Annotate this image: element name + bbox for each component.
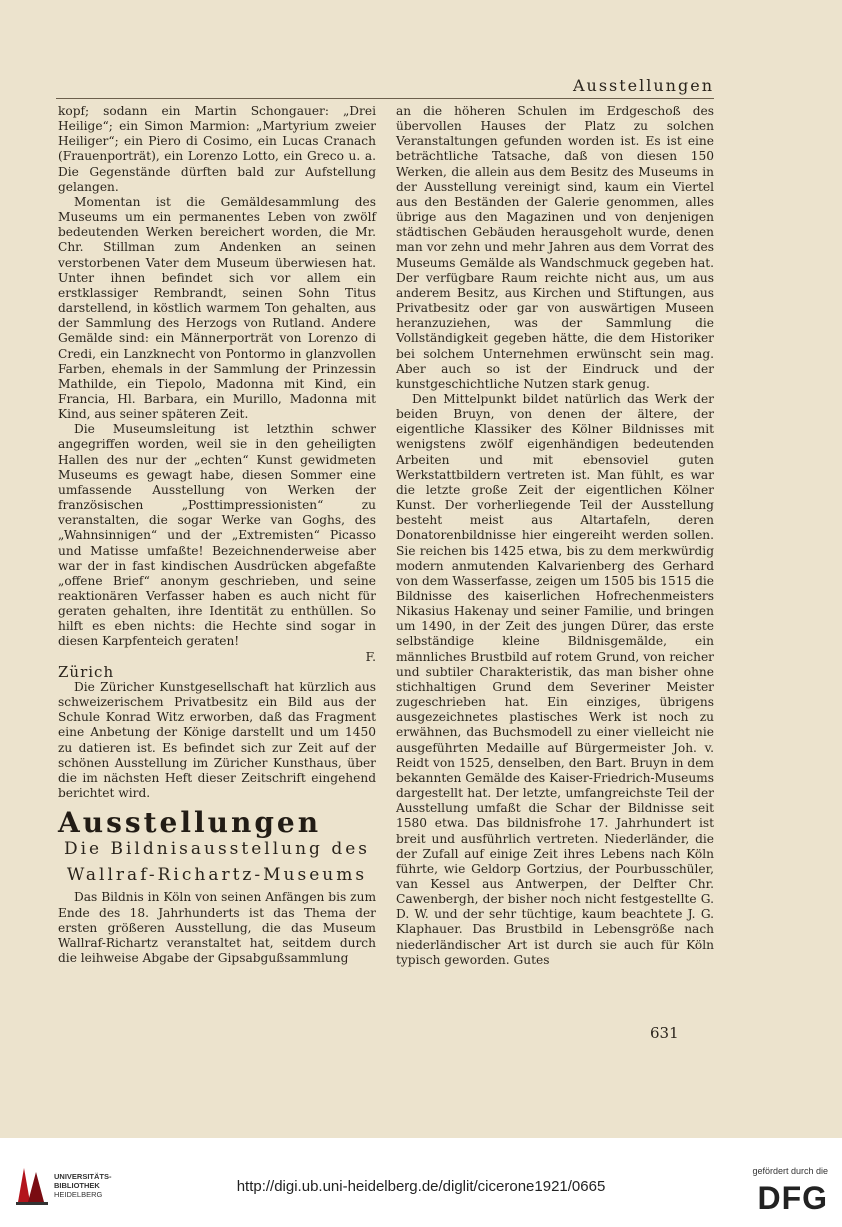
header-rule — [56, 98, 714, 99]
city-heading: Zürich — [58, 662, 115, 681]
paragraph: Das Bildnis in Köln von seinen Anfängen bis zum Ende des 18. Jahrhunderts ist das Thema der ersten größeren Ausstellung, die das Museum Wallraf-Richartz veranstaltet hat, seitdem durch die leihweise Abgabe der Gipsabgußsammlung — [58, 890, 376, 965]
paragraph: an die höheren Schulen im Erdgeschoß des übervollen Hauses der Platz zu solchen Veranstaltungen gefunden worden ist. Es ist eine beträchtliche Tatsache, daß von diesen 150 Werken, die allein aus dem Besitz des Museums in der Ausstellung vereinigt sind, kaum ein Viertel aus den Beständen der Galerie genommen, alles übrige aus den Magazinen und von denjenigen städtischen Gebäuden herausgeholt wurde, denen man vor zehn und mehr Jahren aus dem Vorrat des Museums Gemälde als Wandschmuck gegeben hat. Der verfügbare Raum reichte nicht aus, um aus anderem Besitz, aus Kirchen und Stiftungen, aus Privatbesitz oder gar von auswärtigen Museen heranzuziehen, was der Sammlung die Vollständigkeit gegeben hätte, die dem Historiker bei solchem Unternehmen erwünscht sein mag. Aber auch so ist der Eindruck und der kunstgeschichtliche Nutzen stark genug. — [396, 104, 714, 391]
author-signature: F. — [365, 649, 376, 664]
paragraph: Die Museumsleitung ist letzthin schwer angegriffen worden, weil sie in den geheiligten Hallen des nur der „echten“ Kunst gewidmeten Museums es gewagt habe, diesen Sommer eine umfassende Ausstellung von Werken der französischen „Posttimpressionisten“ zu veranstalten, die sogar Werke van Goghs, des „Wahnsinnigen“ und der „Extremisten“ Picasso und Matisse umfaßte! Bezeichnenderweise aber war der in fast kindischen Ausdrücken abgefaßte „offene Brief“ anonym geschrieben, und seine reaktionären Verfasser haben es auch nicht für geraten gehalten, ihre Identität zu enthüllen. So hilft es eben nichts: die Hechte sind sogar in diesen Karpfenteich geraten! — [58, 422, 376, 649]
funding-note: gefördert durch die — [752, 1166, 828, 1176]
right-column — [396, 104, 714, 968]
paragraph: kopf; sodann ein Martin Schongauer: „Drei Heilige“; ein Simon Marmion: „Martyrium zweier Heiliger“; ein Piero di Cosimo, ein Lucas Cranach (Frauenporträt), ein Lorenzo Lotto, ein Greco u. a. Die Gegenstände dürften bald zur Aufstellung gelangen. — [58, 104, 376, 194]
library-name: UNIVERSITÄTS- BIBLIOTHEK HEIDELBERG — [54, 1172, 112, 1199]
viewer-footer — [0, 1138, 842, 1227]
paragraph: Die Züricher Kunstgesellschaft hat kürzlich aus schweizerischem Privatbesitz ein Bild aus der Schule Konrad Witz erworben, daß das Fragment eine Anbetung der Könige darstellt und um 1450 zu datieren ist. Es befindet sich zur Zeit auf der schönen Ausstellung im Züricher Kunsthaus, über die im nächsten Heft dieser Zeitschrift eingehend berichtet wird. — [58, 679, 376, 801]
permalink-url[interactable]: http://digi.ub.uni-heidelberg.de/diglit/cicerone1921/0665 — [236, 1178, 606, 1195]
left-column — [58, 104, 376, 966]
article-title-line-2: Wallraf-Richartz-Museums — [66, 865, 368, 886]
paragraph: Momentan ist die Gemäldesammlung des Museums um ein permanentes Leben von zwölf bedeutenden Werken bereichert worden, die Mr. Chr. Stillman zum Andenken an seinen verstorbenen Vater dem Museum überwiesen hat. Unter ihnen befindet sich vor allem ein erstklassiger Rembrandt, seinen Sohn Titus darstellend, in köstlich warmem Ton gehalten, aus der Sammlung des Herzogs von Rutland. Andere Gemälde sind: ein Männerporträt von Lorenzo di Credi, ein Lanzknecht von Pontormo in glanzvollen Farben, ehemals in der Sammlung der Prinzessin Mathilde, ein Tiepolo, Madonna mit Kind, ein Francia, Hl. Barbara, ein Murillo, Madonna mit Kind, aus seiner späteren Zeit. — [58, 194, 376, 422]
running-head: Ausstellungen — [572, 76, 714, 95]
article-title-line-1: Die Bildnisausstellung des — [63, 839, 371, 860]
paragraph: Den Mittelpunkt bildet natürlich das Werk der beiden Bruyn, von denen der ältere, der eigentliche Klassiker des Kölner Bildnisses mit wenigstens zwölf eigenhändigen bedeutenden Arbeiten und mit ebensoviel guten Werkstattbildern vertreten ist. Man fühlt, es war die letzte große Zeit der eigentlichen Kölner Kunst. Der vorherliegende Teil der Ausstellung besteht meist aus Altartafeln, deren Donatorenbildnisse hier eingereiht werden sollen. Sie reichen bis 1425 etwa, bis zu dem merkwürdig modern anmutenden Kalvarienberg des Gerhard von dem Wasserfasse, zeigen um 1505 bis 1515 die Bildnisse des kaiserlichen Hofrechenmeisters Nikasius Hakenay und seiner Familie, und bringen um 1490, in der Zeit des jungen Dürer, das erste selbständige kleine Bildnisgemälde, ein männliches Brustbild auf rotem Grund, von reicher und subtiler Charakteristik, das man bisher ohne stichhaltigen Grund dem Severiner Meister zugeschrieben hat. Ein einziges, übrigens ausgezeichnetes plastisches Werk ist noch zu erwähnen, das Buchsmodell zu einer vielleicht nie ausgeführten Medaille auf Bürgermeister Joh. v. Reidt von 1525, denselben, den Bart. Bruyn in dem bekannten Gemälde des Kaiser-Friedrich-Museums dargestellt hat. Der letzte, umfangreichste Teil der Ausstellung umfaßt die Schar der Bildnisse seit 1580 etwa. Das bildnisfrohe 17. Jahrhundert ist breit und ausführlich vertreten. Niederländer, die der Zufall auf einige Zeit ihres Lebens nach Köln führte, wie Geldorp Gortzius, der Pourbusschüler, van Kessel aus Antwerpen, der Delfter Chr. Cawenbergh, der bisher noch nicht festgestellte G. D. W. und der sehr tüchtige, kaum beachtete J. G. Klaphauer. Das Brustbild in Lebensgröße nach niederländischer Art ist durch sie auch für Köln typisch geworden. Gutes — [396, 391, 714, 967]
page-number: 631 — [650, 1024, 679, 1042]
section-title: Ausstellungen — [58, 806, 322, 840]
dfg-logo: DFG — [757, 1180, 828, 1216]
